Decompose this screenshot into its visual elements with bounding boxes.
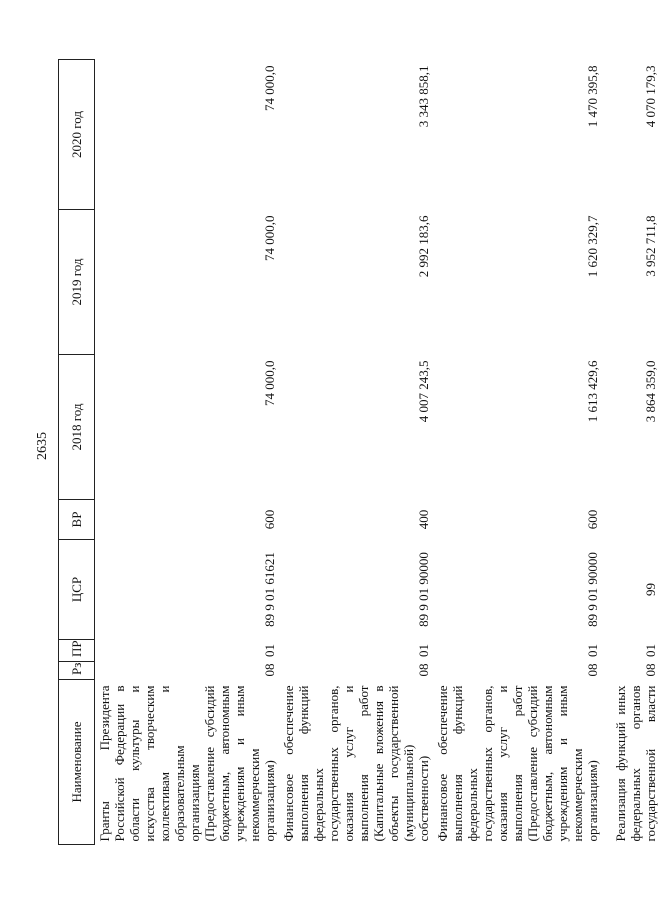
table-header-row: [59, 60, 95, 845]
row-vr: 600: [585, 509, 600, 530]
row-2018: 1 613 429,6: [585, 360, 600, 423]
budget-table-rotated: [58, 60, 658, 845]
row-pr: 01: [416, 644, 431, 657]
header-name: Наименование: [59, 680, 95, 845]
row-csr: 89 9 01 61621: [262, 552, 277, 627]
table-row: [433, 60, 602, 845]
header-2018: 2018 год: [59, 355, 95, 500]
row-rz: 08: [643, 663, 658, 677]
table-row: [95, 60, 280, 845]
row-2019: 74 000,0: [262, 215, 277, 261]
row-name: Гранты Президента Российской Федерации в области культуры и искусства творческим коллективам и образовательным организациям (Предоставление субсидий бюджетным, автономным учреждениям и иным некоммерческим организациям): [97, 685, 277, 842]
row-vr: 600: [262, 509, 277, 530]
row-name: Реализация функций иных федеральных органов государственной власти: [613, 685, 658, 842]
row-2019: 3 952 711,8: [643, 215, 658, 277]
row-2019: 2 992 183,6: [416, 215, 431, 278]
row-2020: 1 470 395,8: [585, 65, 600, 128]
row-2020: 74 000,0: [262, 65, 277, 111]
row-pr: 01: [643, 644, 658, 657]
page-number: 2635: [35, 432, 50, 460]
row-pr: 01: [262, 644, 277, 657]
row-name: Финансовое обеспечение выполнения функций федеральных государственных органов, оказания услуг и выполнения работ (Предоставление субсидий бюджетным, автономным учреждениям и иным некоммерческим организациям): [435, 685, 600, 842]
row-name: Финансовое обеспечение выполнения функций федеральных государственных органов, оказания услуг и выполнения работ (Капитальные вложения в объекты государственной (муниципальной) собственности): [281, 685, 431, 842]
row-2020: 4 070 179,3: [643, 65, 658, 128]
header-pr: ПР: [59, 640, 95, 662]
row-2018: 4 007 243,5: [416, 360, 431, 423]
row-rz: 08: [585, 663, 600, 677]
row-csr: 89 9 01 90000: [585, 552, 600, 627]
row-2020: 3 343 858,1: [416, 65, 431, 128]
header-vr: ВР: [59, 500, 95, 540]
row-csr: 99: [643, 583, 658, 596]
row-2018: 3 864 359,0: [643, 360, 658, 423]
row-2018: 74 000,0: [262, 360, 277, 406]
table-row: [602, 60, 660, 845]
row-rz: 08: [262, 663, 277, 677]
header-rz: Рз: [59, 662, 95, 680]
row-pr: 01: [585, 644, 600, 657]
row-csr: 89 9 01 90000: [416, 552, 431, 627]
row-2019: 1 620 329,7: [585, 215, 600, 278]
budget-table: [58, 59, 660, 845]
row-vr: 400: [416, 509, 431, 530]
header-csr: ЦСР: [59, 540, 95, 640]
table-row: [279, 60, 433, 845]
header-2020: 2020 год: [59, 60, 95, 210]
header-2019: 2019 год: [59, 210, 95, 355]
row-vr: [602, 500, 660, 540]
row-rz: 08: [416, 663, 431, 677]
